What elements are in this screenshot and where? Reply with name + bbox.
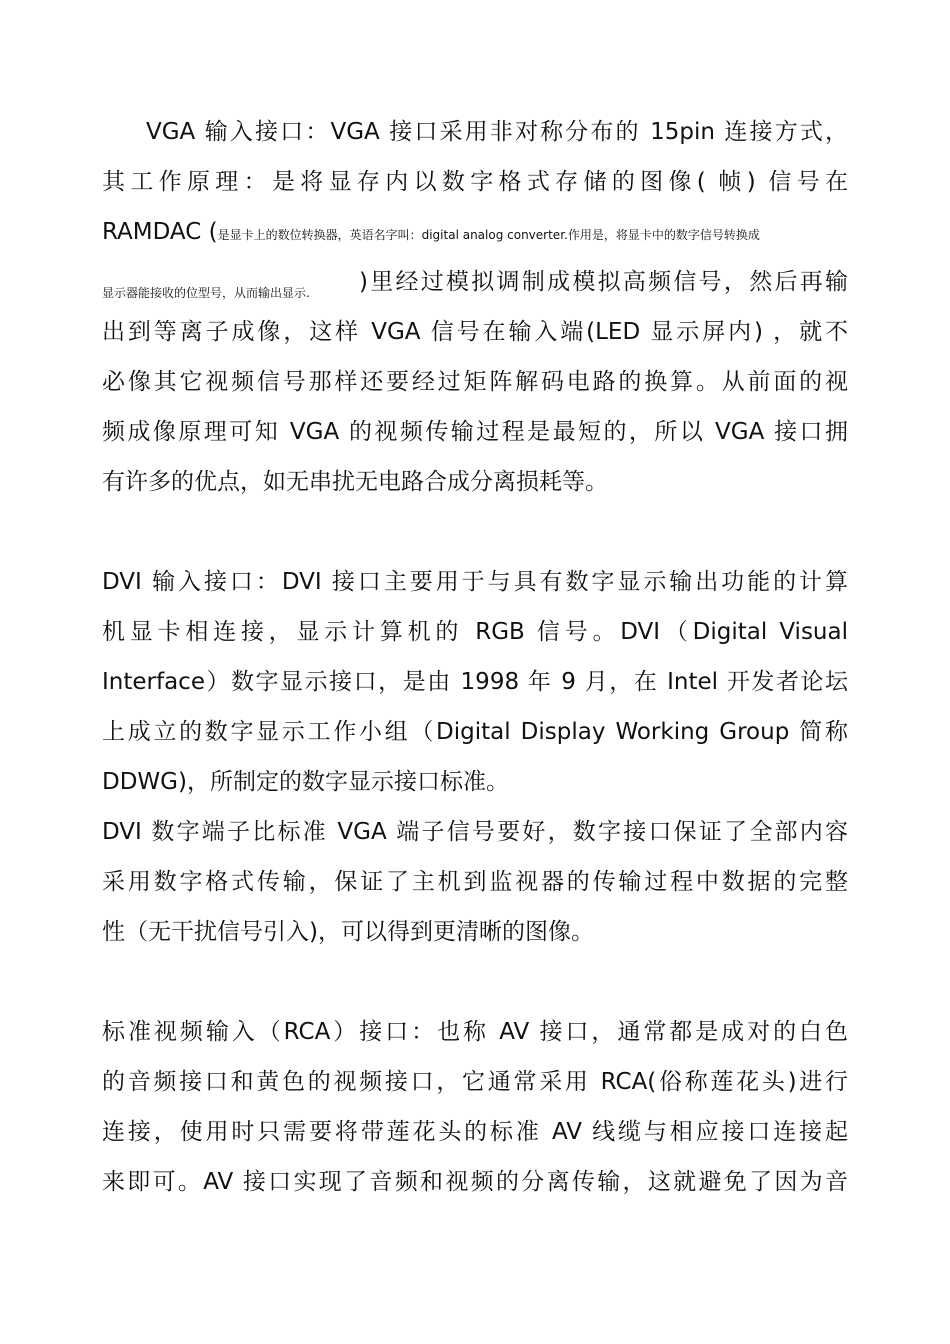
dvi-line-3: Interface）数字显示接口，是由 1998 年 9 月，在 Intel 开发者论坛 [102,669,848,695]
rca-line-4: 来即可。AV 接口实现了音频和视频的分离传输，这就避免了因为音 [102,1169,848,1195]
vga-line-3 [102,216,848,248]
rca-line-2: 的音频接口和黄色的视频接口，它通常采用 RCA(俗称莲花头)进行 [102,1069,848,1095]
vga-line-7: 频成像原理可知 VGA 的视频传输过程是最短的，所以 VGA 接口拥 [102,419,848,445]
vga-line-8: 有许多的优点，如无串扰无电路合成分离损耗等。 [102,469,608,495]
vga-line-2: 其工作原理：是将显存内以数字格式存储的图像( 帧) 信号在 [102,169,848,195]
dvi-line-5: DDWG)，所制定的数字显示接口标准。 [102,769,509,795]
dvi-line-7: 采用数字格式传输，保证了主机到监视器的传输过程中数据的完整 [102,869,848,895]
dvi-line-4: 上成立的数字显示工作小组（Digital Display Working Group 简称 [102,719,848,745]
rca-line-3: 连接，使用时只需要将带莲花头的标准 AV 线缆与相应接口连接起 [102,1119,848,1145]
dvi-line-2: 机显卡相连接，显示计算机的 RGB 信号。DVI（Digital Visual [102,619,848,645]
vga-line-5: 出到等离子成像，这样 VGA 信号在输入端(LED 显示屏内) ，就不 [102,319,848,345]
dvi-line-6: DVI 数字端子比标准 VGA 端子信号要好，数字接口保证了全部内容 [102,819,848,845]
dvi-line-8: 性（无干扰信号引入)，可以得到更清晰的图像。 [102,919,594,945]
vga-line-1: VGA 输入接口：VGA 接口采用非对称分布的 15pin 连接方式， [146,119,848,145]
rca-line-1: 标准视频输入（RCA）接口：也称 AV 接口，通常都是成对的白色 [102,1019,848,1045]
vga-line-6: 必像其它视频信号那样还要经过矩阵解码电路的换算。从前面的视 [102,369,848,395]
dvi-line-1: DVI 输入接口：DVI 接口主要用于与具有数字显示输出功能的计算 [102,569,848,595]
ramdac-footnote-part-2: 显示器能接收的位型号，从而输出显示. [102,286,310,300]
ramdac-label: RAMDAC ( [102,219,218,245]
vga-line-4-tail: )里经过模拟调制成模拟高频信号，然后再输 [359,269,848,295]
ramdac-footnote-part-1: 是显卡上的数位转换器，英语名字叫：digital analog converter.作用是，将显卡中的数字信号转换成 [217,228,760,242]
